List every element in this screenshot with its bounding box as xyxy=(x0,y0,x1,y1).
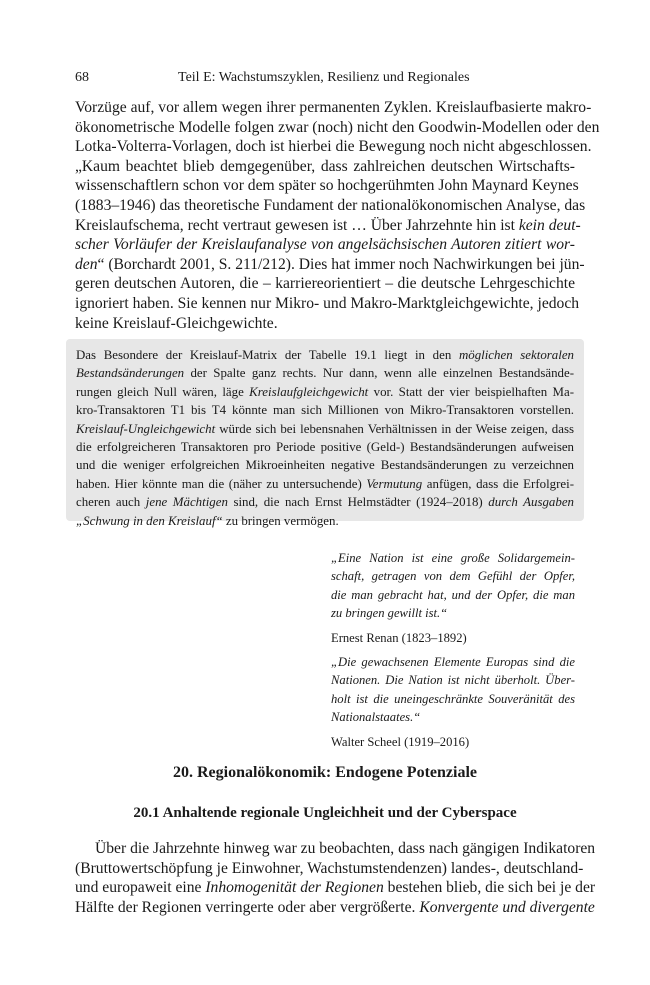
emphasis: „Schwung in den Kreislauf“ xyxy=(76,513,223,528)
text-line xyxy=(76,383,574,401)
info-box-text xyxy=(76,346,574,530)
text-run: Hälfte der Regionen verringerte oder aber vergrößerte. xyxy=(75,898,420,916)
chapter-heading: 20. Regionalökonomik: Endogene Potenziale xyxy=(172,764,477,781)
emphasis: scher Vorläufer der Kreislaufanalyse von angelsächsischen Autoren zitiert wor- xyxy=(75,236,575,254)
text-line: geren deutschen Autoren, die – karriereorientiert – die deutsche Lehrgeschichte xyxy=(75,275,575,293)
body-paragraph-2 xyxy=(75,839,596,917)
running-head: Teil E: Wachstumszyklen, Resilienz und Regionales xyxy=(178,70,470,85)
emphasis: Inhomogenität der Regionen xyxy=(205,879,384,897)
quote-line: zu bringen gewillt ist.“ xyxy=(331,606,448,621)
quote-line: schaft, getragen von dem Gefühl der Opfer, xyxy=(331,569,575,584)
text-run: bestehen blieb, die sich bei je der xyxy=(383,879,596,897)
emphasis: jene Mächtigen xyxy=(145,495,228,510)
text-line: ignoriert haben. Sie kennen nur Mikro- und Makro-Marktgleichgewichte, jedoch xyxy=(75,294,580,312)
body-paragraph-1 xyxy=(75,98,600,333)
text-line xyxy=(75,878,596,898)
text-run: Kreislaufschema, recht vertraut gewesen ist … Über Jahrzehnte hin ist xyxy=(75,216,519,234)
emphasis: Kreislauf-Ungleichgewicht xyxy=(76,421,216,436)
text-line xyxy=(75,255,585,275)
text-line xyxy=(75,235,575,255)
quote-line: „Eine Nation ist eine große Solidargemein- xyxy=(331,551,575,565)
text-line: und die weniger erfolgreichen Mikroeinheiten negative Bestandsänderungen zu verzeichnen xyxy=(76,458,574,473)
text-line: „Kaum beachtet blieb demgegenüber, dass zahlreichen deutschen Wirtschafts- xyxy=(75,157,575,175)
text-line: Lotka-Volterra-Vorlagen, doch ist hierbei die Bewegung noch nicht abgeschlossen. xyxy=(75,138,592,156)
text-line xyxy=(76,493,574,511)
text-run: Das Besondere der Kreislauf-Matrix der Tabelle 19.1 liegt in den xyxy=(76,348,459,362)
emphasis: Konvergente und divergente xyxy=(419,898,595,916)
quote-author: Ernest Renan (1823–1892) xyxy=(331,630,467,645)
text-line: (1883–1946) das theoretische Fundament der nationalökonomischen Analyse, das xyxy=(75,196,586,214)
text-run: vor. Statt der vier beispielhaften Ma- xyxy=(368,384,574,399)
text-line xyxy=(75,216,581,236)
text-line: (Bruttowertschöpfung je Einwohner, Wachstumstendenzen) landes-, deutschland- xyxy=(75,859,584,877)
text-line xyxy=(75,898,595,918)
quote-author: Walter Scheel (1919–2016) xyxy=(331,734,470,749)
text-line xyxy=(76,512,574,530)
text-line: die erfolgreicheren Transaktoren pro Periode positive (Geld-) Bestandsänderungen aufweisen xyxy=(76,440,574,455)
text-line: ökonometrische Modelle folgen zwar (noch) nicht den Goodwin-Modellen oder den xyxy=(75,118,600,136)
text-run: anfügen, dass die Erfolgrei- xyxy=(422,476,574,491)
emphasis: Vermutung xyxy=(366,476,423,491)
text-run: cheren auch xyxy=(76,495,146,510)
text-run: rungen gleich Null wären, läge xyxy=(76,384,250,399)
emphasis: möglichen sektoralen xyxy=(458,348,574,362)
epigraph-quote-2 xyxy=(331,653,575,751)
emphasis: kein deut- xyxy=(518,216,581,234)
emphasis: den xyxy=(75,255,98,273)
text-run: der Spalte ganz rechts. Nur dann, wenn alle einzelnen Bestandsände- xyxy=(184,366,574,381)
text-run: und europaweit eine xyxy=(75,879,206,897)
emphasis: Bestandsänderungen xyxy=(76,366,185,381)
quote-line: „Die gewachsenen Elemente Europas sind die xyxy=(331,655,575,669)
page-number: 68 xyxy=(75,70,89,85)
text-line: wissenschaftlern schon vor dem später so hochgerühmten John Maynard Keynes xyxy=(75,177,579,195)
text-line: Vorzüge auf, vor allem wegen ihrer permanenten Zyklen. Kreislaufbasierte makro- xyxy=(75,99,592,116)
quote-line: holt ist die uneingeschränkte Souveränität des xyxy=(331,691,575,706)
quote-line: Nationalstaates.“ xyxy=(331,710,421,725)
quote-line: Nationen. Die Nation ist nicht überholt. Über- xyxy=(331,673,575,688)
text-line: kro-Transaktoren T1 bis T4 könnte man sich Millionen von Mikro-Transaktoren vorstellen. xyxy=(76,403,574,418)
emphasis: durch Ausgaben xyxy=(488,495,574,510)
text-line xyxy=(76,475,574,493)
epigraph-quote-1 xyxy=(331,549,575,647)
section-heading: 20.1 Anhaltende regionale Ungleichheit und der Cyberspace xyxy=(133,805,517,821)
text-run: würde sich bei lebensnahen Verhältnissen in der Weise zeigen, dass xyxy=(215,421,574,436)
text-line xyxy=(76,420,574,438)
text-run: zu bringen vermögen. xyxy=(222,513,339,528)
text-line xyxy=(76,364,574,382)
text-run: sind, die nach Ernst Helmstädter (1924–2018) xyxy=(227,495,489,510)
text-line xyxy=(76,346,574,364)
text-line: keine Kreislauf-Gleichgewichte. xyxy=(75,314,278,332)
emphasis: Kreislaufgleichgewicht xyxy=(249,384,369,399)
text-run: “ (Borchardt 2001, S. 211/212). Dies hat immer noch Nachwirkungen bei jün- xyxy=(97,255,585,273)
text-line: Über die Jahrzehnte hinweg war zu beobachten, dass nach gängigen Indikatoren xyxy=(95,840,596,857)
text-run: haben. Hier könnte man die (näher zu untersuchende) xyxy=(76,476,367,491)
quote-line: die man gebracht hat, und der Opfer, die man xyxy=(331,587,575,602)
